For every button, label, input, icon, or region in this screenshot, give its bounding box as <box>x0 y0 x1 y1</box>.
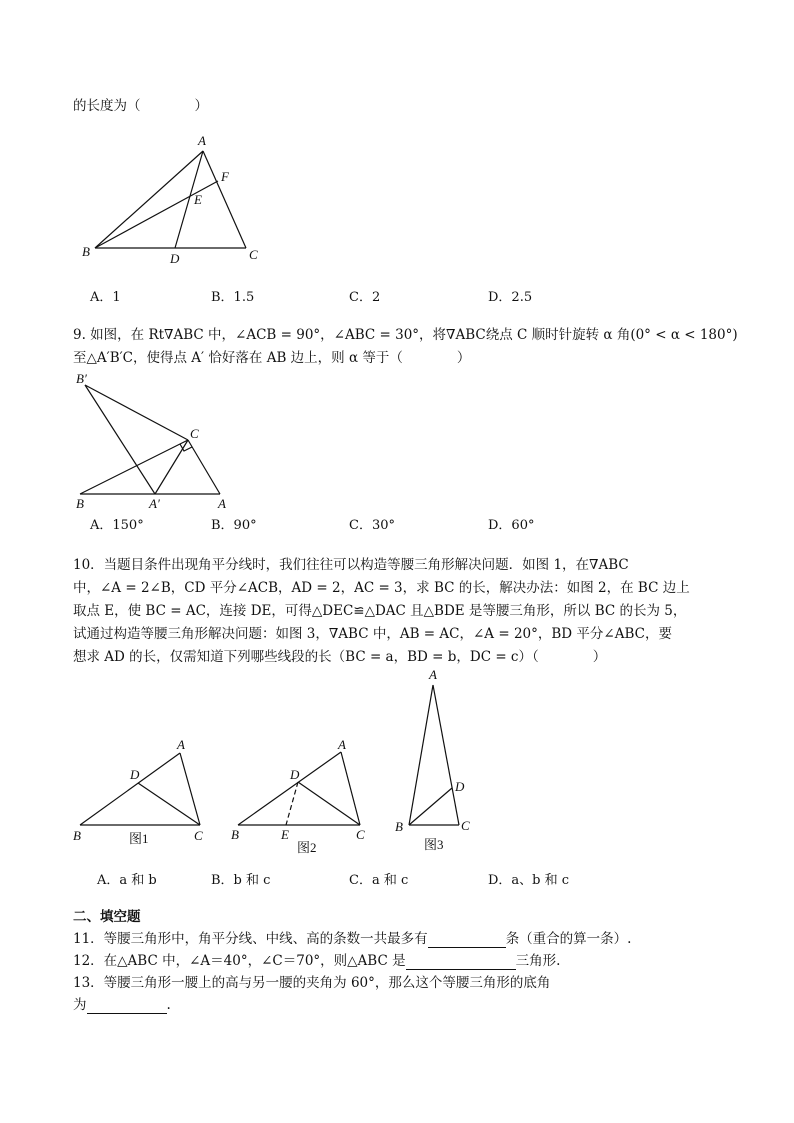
q8-figure <box>70 128 290 277</box>
q8-option-b[interactable]: B．1.5 <box>211 290 255 305</box>
fig2-label-C: C <box>356 827 365 842</box>
fig3-caption: 图3 <box>424 837 444 852</box>
q13-answer-blank[interactable] <box>87 999 167 1014</box>
q11-answer-blank[interactable] <box>428 933 506 948</box>
q8-option-d[interactable]: D．2.5 <box>488 290 533 305</box>
fig3-side-AC <box>433 685 459 825</box>
q8-label-C: C <box>249 247 258 262</box>
q13-text-before: 为 <box>73 997 87 1013</box>
fig1-caption: 图1 <box>129 831 149 846</box>
q10-figure-3 <box>390 665 485 864</box>
fig3-label-A: A <box>429 667 437 682</box>
q12-row <box>73 952 560 970</box>
q9-option-a[interactable]: A．150° <box>90 518 144 533</box>
fig1-label-B: B <box>73 828 81 843</box>
q8-label-E: E <box>194 192 202 207</box>
q9-figure <box>70 365 250 517</box>
fig3-side-AB <box>409 685 433 825</box>
q8-option-a[interactable]: A．1 <box>90 290 121 305</box>
q11-row <box>73 930 631 948</box>
fig3-label-D: D <box>455 779 465 794</box>
q8-side-AB <box>95 151 203 248</box>
fig3-segment-BD <box>409 788 452 825</box>
fig2-label-A: A <box>338 737 346 752</box>
q10-line-5: 想求 AD 的长，仅需知道下列哪些线段的长（BC = a，BD = b，DC = c）（ ） <box>73 649 607 665</box>
q13-text-after: . <box>166 997 171 1013</box>
q11-text-before: 11．等腰三角形中，角平分线、中线、高的条数一共最多有 <box>73 931 428 947</box>
q12-text-after: 三角形. <box>515 953 561 969</box>
fig1-label-C: C <box>194 828 203 843</box>
fig2-label-B: B <box>231 827 239 842</box>
fig2-segment-DE-dashed <box>286 782 298 825</box>
fig1-label-A: A <box>177 737 185 752</box>
q10-line-2: 中，∠A = 2∠B，CD 平分∠ACB，AD = 2，AC = 3，求 BC 的长，解决办法：如图 2，在 BC 边上 <box>73 580 690 596</box>
fig3-label-B: B <box>395 819 403 834</box>
q9-label-Ap: A′ <box>149 496 160 511</box>
q9-option-d[interactable]: D．60° <box>488 518 535 533</box>
q10-line-3: 取点 E，使 BC = AC，连接 DE，可得△DEC≌△DAC 且△BDE 是等腰三角形，所以 BC 的长为 5， <box>73 603 687 619</box>
q9-option-c[interactable]: C．30° <box>349 518 395 533</box>
fig1-label-D: D <box>130 767 140 782</box>
fig2-label-E: E <box>281 827 289 842</box>
section-2-heading: 二、填空题 <box>73 909 141 925</box>
q9-segment-BpC <box>85 385 188 440</box>
q10-option-d[interactable]: D．a、b 和 c <box>488 873 570 888</box>
q11-text-after: 条（重合的算一条）. <box>505 931 632 947</box>
fig1-side-BA <box>80 753 180 825</box>
q8-label-B: B <box>82 244 90 259</box>
q10-option-c[interactable]: C．a 和 c <box>349 873 409 888</box>
q10-figure-2 <box>228 735 378 864</box>
fig2-caption: 图2 <box>297 840 317 855</box>
q9-line-1: 9. 如图，在 Rt∇ABC 中，∠ACB = 90°，∠ABC = 30°，将∇ABC绕点 C 顺时针旋转 α 角(0° < α < 180°) <box>73 327 738 343</box>
q8-option-c[interactable]: C．2 <box>349 290 381 305</box>
q12-answer-blank[interactable] <box>406 955 516 970</box>
q9-option-b[interactable]: B．90° <box>211 518 257 533</box>
q13-row-2 <box>73 996 171 1014</box>
fig3-label-C: C <box>461 818 470 833</box>
fig2-label-D: D <box>290 767 300 782</box>
q9-segment-BpAp <box>85 385 155 494</box>
q9-label-Bp: B′ <box>76 371 87 386</box>
q8-label-D: D <box>170 251 180 266</box>
q9-line-2: 至△A′B′C，使得点 A′ 恰好落在 AB 边上，则 α 等于（ ） <box>73 350 471 366</box>
q10-line-4: 试通过构造等腰三角形解决问题：如图 3，∇ABC 中，AB = AC，∠A = 20°，BD 平分∠ABC，要 <box>73 626 672 642</box>
q12-text-before: 12．在△ABC 中，∠A＝40°，∠C＝70°，则△ABC 是 <box>73 953 406 969</box>
q10-option-a[interactable]: A．a 和 b <box>97 873 157 888</box>
q13-line-1: 13．等腰三角形一腰上的高与另一腰的夹角为 60°，那么这个等腰三角形的底角 <box>73 975 551 991</box>
q10-figure-1 <box>70 735 215 859</box>
q8-tail-text: 的长度为（ ） <box>73 98 208 114</box>
q9-label-B: B <box>76 496 84 511</box>
q8-side-AC <box>203 151 246 248</box>
q10-option-b[interactable]: B．b 和 c <box>211 873 271 888</box>
q9-label-A: A <box>218 496 226 511</box>
q9-label-C: C <box>190 426 199 441</box>
q8-label-F: F <box>221 169 229 184</box>
q9-side-CA <box>188 440 220 494</box>
q10-line-1: 10．当题目条件出现角平分线时，我们往往可以构造等腰三角形解决问题．如图 1，在∇ABC <box>73 557 629 573</box>
q8-label-A: A <box>198 133 206 148</box>
